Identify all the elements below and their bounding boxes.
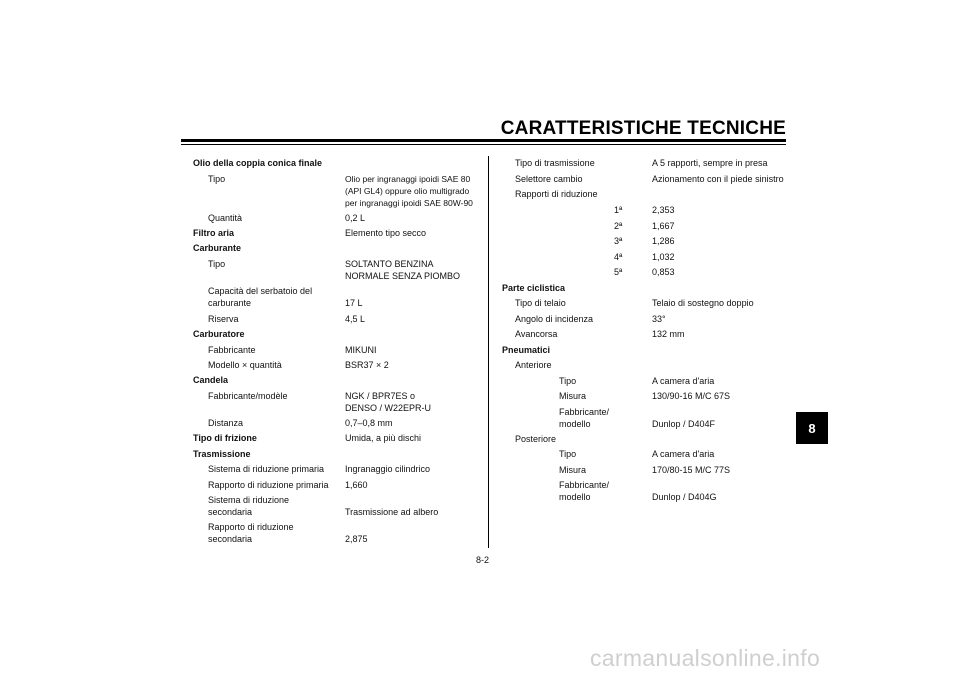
fuel-type-label: Tipo xyxy=(208,259,226,269)
rear-tire-label: Posteriore xyxy=(515,434,557,444)
rear-size-label: Misura xyxy=(559,465,587,475)
secondary-system-value: Trasmissione ad albero xyxy=(345,507,439,517)
carb-model-value: BSR37 × 2 xyxy=(345,360,389,370)
caster-value: 33° xyxy=(652,314,666,324)
reserve-value: 4,5 L xyxy=(345,314,366,324)
gear-ratio: 1,667 xyxy=(652,221,675,231)
ratios-label: Rapporti di riduzione xyxy=(515,189,598,199)
shift-label: Selettore cambio xyxy=(515,174,583,184)
tires-heading: Pneumatici xyxy=(502,345,551,355)
tank-capacity-label-line1: Capacità del serbatoio del xyxy=(208,286,313,296)
fuel-heading: Carburante xyxy=(193,243,242,253)
gear-label: 5ª xyxy=(614,267,623,277)
front-maker-value: Dunlop / D404F xyxy=(652,419,716,429)
tank-capacity-label-line2: carburante xyxy=(208,298,252,308)
trail-value: 132 mm xyxy=(652,329,685,339)
shift-value: Azionamento con il piede sinistro xyxy=(652,174,784,184)
gear-label: 3ª xyxy=(614,236,623,246)
carb-model-label: Modello × quantità xyxy=(208,360,282,370)
trans-type-value: A 5 rapporti, sempre in presa xyxy=(652,158,768,168)
fuel-type-value-line1: SOLTANTO BENZINA xyxy=(345,259,434,269)
oil-quantity-label: Quantità xyxy=(208,213,243,223)
frame-value: Telaio di sostegno doppio xyxy=(652,298,754,308)
gear-label: 4ª xyxy=(614,252,623,262)
oil-type-value-line3: per ingranaggi ipoidi SAE 80W-90 xyxy=(345,198,473,208)
spark-plug-heading: Candela xyxy=(193,375,229,385)
primary-system-label: Sistema di riduzione primaria xyxy=(208,464,325,474)
clutch-heading: Tipo di frizione xyxy=(193,433,257,443)
gap-label: Distanza xyxy=(208,418,244,428)
chassis-heading: Parte ciclistica xyxy=(502,283,566,293)
page-title: CARATTERISTICHE TECNICHE xyxy=(500,118,786,139)
gear-label: 2ª xyxy=(614,221,623,231)
air-filter-heading: Filtro aria xyxy=(193,228,235,238)
trail-label: Avancorsa xyxy=(515,329,558,339)
rear-maker-value: Dunlop / D404G xyxy=(652,492,717,502)
frame-label: Tipo di telaio xyxy=(515,298,566,308)
fuel-type-value-line2: NORMALE SENZA PIOMBO xyxy=(345,271,461,281)
carb-maker-value: MIKUNI xyxy=(345,345,377,355)
column-divider xyxy=(488,156,489,548)
spark-maker-value-line2: DENSO / W22EPR-U xyxy=(345,403,432,413)
primary-ratio-label: Rapporto di riduzione primaria xyxy=(208,480,329,490)
gear-ratio: 2,353 xyxy=(652,205,675,215)
clutch-value: Umida, a più dischi xyxy=(345,433,422,443)
rear-size-value: 170/80-15 M/C 77S xyxy=(652,465,731,475)
secondary-ratio-label-line1: Rapporto di riduzione xyxy=(208,522,294,532)
air-filter-value: Elemento tipo secco xyxy=(345,228,427,238)
page-number: 8-2 xyxy=(476,555,490,565)
spark-maker-label: Fabbricante/modèle xyxy=(208,391,288,401)
oil-heading: Olio della coppia conica finale xyxy=(193,158,323,168)
carb-maker-label: Fabbricante xyxy=(208,345,256,355)
secondary-system-label-line1: Sistema di riduzione xyxy=(208,495,290,505)
oil-type-label: Tipo xyxy=(208,174,226,184)
front-tire-label: Anteriore xyxy=(515,360,552,370)
header-rule-thin xyxy=(181,144,786,145)
primary-system-value: Ingranaggio cilindrico xyxy=(345,464,431,474)
primary-ratio-value: 1,660 xyxy=(345,480,368,490)
caster-label: Angolo di incidenza xyxy=(515,314,594,324)
watermark: carmanualsonline.info xyxy=(590,645,821,671)
front-type-label: Tipo xyxy=(559,376,577,386)
gear-ratio: 0,853 xyxy=(652,267,675,277)
oil-type-value-line1: Olio per ingranaggi ipoidi SAE 80 xyxy=(345,174,471,184)
secondary-ratio-label-line2: secondaria xyxy=(208,534,253,544)
gear-label: 1ª xyxy=(614,205,623,215)
secondary-system-label-line2: secondaria xyxy=(208,507,253,517)
rear-maker-label-line2: modello xyxy=(559,492,591,502)
transmission-heading: Trasmissione xyxy=(193,449,251,459)
front-maker-label-line2: modello xyxy=(559,419,591,429)
carburetor-heading: Carburatore xyxy=(193,329,245,339)
chapter-tab: 8 xyxy=(796,412,828,444)
rear-type-value: A camera d'aria xyxy=(652,449,715,459)
trans-type-label: Tipo di trasmissione xyxy=(515,158,595,168)
reserve-label: Riserva xyxy=(208,314,239,324)
front-type-value: A camera d'aria xyxy=(652,376,715,386)
front-size-label: Misura xyxy=(559,391,587,401)
rear-type-label: Tipo xyxy=(559,449,577,459)
oil-type-value-line2: (API GL4) oppure olio multigrado xyxy=(345,186,470,196)
rear-maker-label-line1: Fabbricante/ xyxy=(559,480,610,490)
header-rule-thick xyxy=(181,139,786,142)
front-maker-label-line1: Fabbricante/ xyxy=(559,407,610,417)
spark-maker-value-line1: NGK / BPR7ES o xyxy=(345,391,416,401)
secondary-ratio-value: 2,875 xyxy=(345,534,368,544)
gear-ratio: 1,032 xyxy=(652,252,675,262)
tank-capacity-value: 17 L xyxy=(345,298,363,308)
gear-ratio: 1,286 xyxy=(652,236,675,246)
oil-quantity-value: 0,2 L xyxy=(345,213,366,223)
gap-value: 0,7–0,8 mm xyxy=(345,418,393,428)
front-size-value: 130/90-16 M/C 67S xyxy=(652,391,731,401)
